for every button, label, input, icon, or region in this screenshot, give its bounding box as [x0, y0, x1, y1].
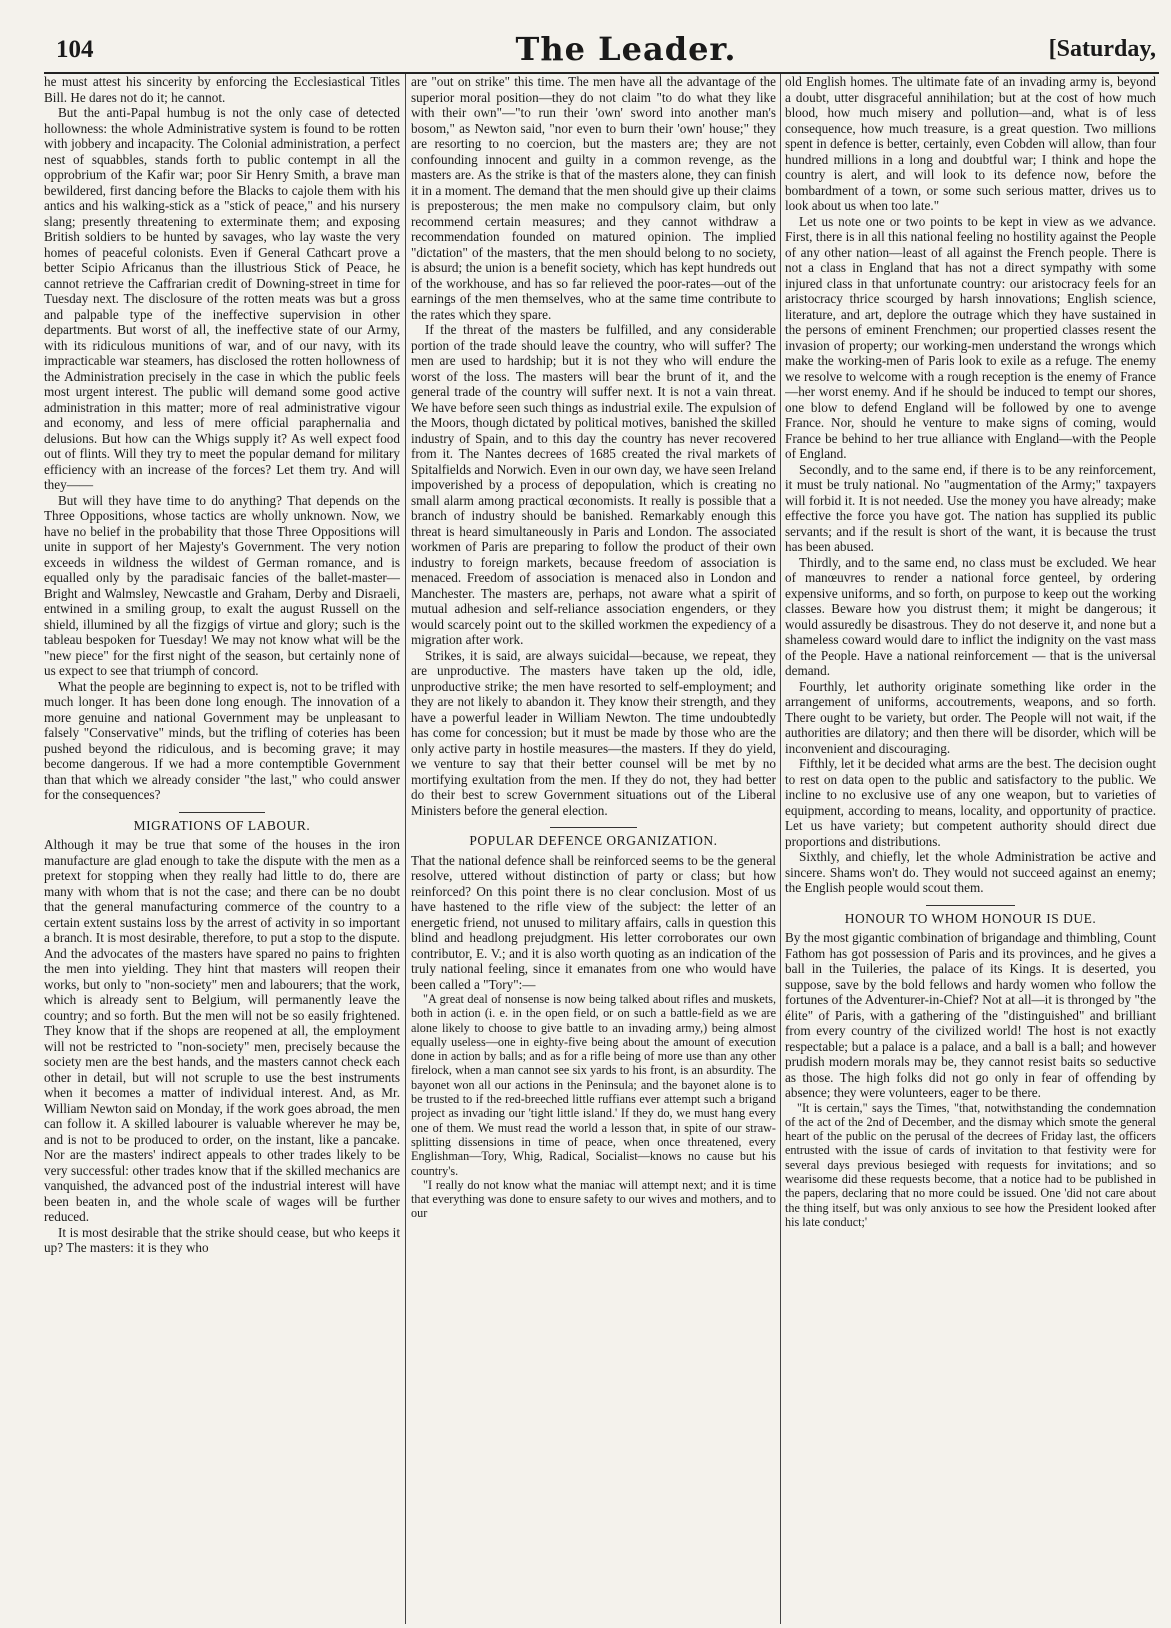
section-heading-honour: HONOUR TO WHOM HONOUR IS DUE.: [785, 905, 1156, 927]
article-paragraph: Although it may be true that some of the houses in the iron manufacture are glad enough to take the dispute with the men as a pretext for stopping when they really had little to do, there are many with whom that is not the case; and there can be no doubt that the general manufacturing commerce of the country to a certain extent sustains loss by the arrest of activity in so important a branch. It is most desirable, therefore, to put a stop to the dispute. And the advocates of the masters have spared no pains to frighten the men into yielding. They hint that masters will reopen their works, but only to "non-society" men and labourers; that the work, which is already sent to Belgium, will permanently leave the country; and so forth. But the men will not be so easily frightened. They know that if the shops are reopened at all, the employment will not be restricted to "non-society" men, precisely because the society men are the best hands, and the masters cannot check each other in detail, but will not scruple to use the best instruments when it becomes a matter of individual interest. And, as Mr. William Newton said on Monday, if the work goes abroad, the men can follow it. A skilled labourer is valuable wherever he may be, and is not to be produced to order, on the instant, like a pancake. Nor are the masters' indirect appeals to other trades likely to be very successful: other trades know that if the skilled mechanics are vanquished, the advanced post of the industrial interest will have been beaten in, and the whole scale of wages will be further reduced.: [44, 837, 400, 1224]
article-paragraph: That the national defence shall be reinforced seems to be the general resolve, uttered without distinction of party or class; but how reinforced? On this point there is no clear conclusion. Most of us have hastened to the rifle view of the subject: the letter of an energetic friend, not unused to military affairs, calls in question this blind and headlong prejudgment. His letter corroborates our own contributor, E. V.; and it is also worth quoting as an indication of the truly national feeling, since it emanates from one who would have been called a "Tory":—: [411, 852, 776, 992]
block-quote: [785, 1101, 1156, 1230]
article-paragraph: Sixthly, and chiefly, let the whole Administration be active and sincere. Shams won't do. They would not succeed against an enemy; the English people would scout them.: [785, 849, 1156, 895]
page-header: [56, 30, 1156, 74]
article-paragraph: If the threat of the masters be fulfilled, and any considerable portion of the trade should leave the country, who will suffer? The men are used to hardship; but it is not they who will endure the worst of the loss. The masters will bear the brunt of it, and the general trade of the country will suffer next. It is not a vain threat. We have before seen such things as industrial exile. The expulsion of the Moors, though dictated by political motives, banished the skilled industry of Spain, and to this day the country has never recovered from it. The Nantes decrees of 1685 created the rival markets of Spitalfields and Norwich. Even in our own day, we have seen Ireland impoverished by a process of depopulation, which is creating no small alarm among practical œconomists. It really is possible that a branch of industry should be banished. Remarkably enough this threat is heard simultaneously in Paris and London. The associated workmen of Paris are preparing to follow the product of their own industry to foreign markets, because freedom of association is menaced. Freedom of association is menaced also in London and Manchester. The masters are, perhaps, not aware what a spirit of mutual adhesion and self-reliance association engenders, or they would scarcely point out to the skilled workmen the expediency of a migration after work.: [411, 322, 776, 647]
page-number: 104: [56, 36, 94, 63]
section-heading-defence: POPULAR DEFENCE ORGANIZATION.: [411, 827, 776, 849]
quote-paragraph: "A great deal of nonsense is now being talked about rifles and muskets, both in action (i. e. in the open field, or on such a battle-field as we are alone likely to choose to give battle to an invading army,) being almost equally useless—one in eighty-five being about the amount of execution done in action by balls; and as for a rifle being of more use than any other firelock, when a man cannot see six yards to his front, is an absurdity. The bayonet won all our actions in the Peninsula; and the bayonet alone is to be trusted to if the red-breeched little ruffians ever attempt such a brigand project as invading our 'tight little island.' If they do, we must hang every one of them. We must read the world a lesson that, in spite of our straw-splitting dissensions in time of peace, when once threatened, every Englishman—Tory, Whig, Radical, Socialist—knows no cause but his country's.: [411, 992, 776, 1178]
article-paragraph: Let us note one or two points to be kept in view as we advance. First, there is in all this national feeling no hostility against the People of any other nation—least of all against the French people. There is not a class in England that has not a direct sympathy with some injured class in that unfortunate country: our aristocracy feels for an aristocracy thrice scourged by harsh innovations; English science, literature, and art, deplore the outrage which they have sustained in the persons of eminent Frenchmen; our propertied classes resent the invasion of property; our working-men understand the wrongs which make the working-men of Paris look to exile as a refuge. The enemy we resolve to welcome with a rough reception is the enemy of France—her worst enemy. And if he should be induced to tempt our shores, one blow to defend England will be followed by one to avenge France. Nor, should he venture to make signs of coming, would France be behind to her true alliance with England—with the People of England.: [785, 213, 1156, 461]
column-1: [44, 74, 400, 1626]
section-heading-migrations: MIGRATIONS OF LABOUR.: [44, 812, 400, 834]
column-divider: [405, 74, 406, 1624]
issue-day: [Saturday,: [1048, 36, 1156, 62]
article-paragraph: Secondly, and to the same end, if there is to be any reinforcement, it must be truly national. No "augmentation of the Army;" taxpayers will forbid it. It is not needed. Use the money you have already; make effective the force you have got. The nation has supplied its public servants; and if the result is short of the want, it is because the trust has been abused.: [785, 461, 1156, 554]
article-paragraph: old English homes. The ultimate fate of an invading army is, beyond a doubt, utter disgraceful annihilation; but at the cost of how much blood, how much misery and pollution—and, what is of less consequence, how much treasure, is a great question. Two millions spent in defence is better, certainly, even Cobden will allow, than four hundred millions in a long and doubtful war; I think and hope the country is alert, and will look to its defence now, before the bombardment of a town, or some such serious matter, drives us to look about us when too late.": [785, 74, 1156, 213]
column-3: [785, 74, 1156, 1626]
article-paragraph: Fifthly, let it be decided what arms are the best. The decision ought to rest on data open to the public and satisfactory to the public. We incline to no exclusive use of any one weapon, but to varieties of equipment, according to means, locality, and opportunity of practice. Let us have variety; but competent authority should direct due proportions and distributions.: [785, 756, 1156, 849]
masthead-title: The Leader.: [515, 30, 737, 68]
article-paragraph: It is most desirable that the strike should cease, but who keeps it up? The masters: it is they who: [44, 1224, 400, 1255]
article-paragraph: he must attest his sincerity by enforcing the Ecclesiastical Titles Bill. He dares not do it; he cannot.: [44, 74, 400, 105]
article-paragraph: What the people are beginning to expect is, not to be trifled with much longer. It has been done long enough. The innovation of a more genuine and national Government may be unpleasant to falsely "Conservative" minds, but the trifling of coteries has been pushed beyond the ridiculous, and is becoming grave; it may become dangerous. If we had a more contemptible Government than that which we already consider "the last," who could answer for the consequences?: [44, 678, 400, 802]
quote-paragraph: "I really do not know what the maniac will attempt next; and it is time that everything was done to ensure safety to our wives and mothers, and to our: [411, 1177, 776, 1221]
quote-paragraph: "It is certain," says the Times, "that, notwithstanding the condemnation of the act of the 2nd of December, and the dismay which smote the general heart of the public on the perusal of the decrees of Friday last, the officers entrusted with the issue of cards of invitation to that festivity were for several days previous besieged with requests for invitations; and so wearisome did these requests become, that a notice had to be published in the papers, declaring that no more could be issued. One 'did not care about the thing itself, but was only anxious to see how the President looked after his late conduct;': [785, 1100, 1156, 1229]
block-quote: [411, 992, 776, 1221]
article-paragraph: are "out on strike" this time. The men have all the advantage of the superior moral position—they do not claim "to do what they like with their own"—"to run their 'own' sword into another man's bosom," as Newton said, "nor even to burn their 'own' house;" they are resorting to no coercion, but the masters are; they are not confounding innocent and guilty in a common revenge, as the masters are. As the strike is that of the masters alone, they can finish it in a moment. The demand that the men should give up their claims is preposterous; the men make no compulsory claim, but only recommend certain measures; and they cannot withdraw a recommendation founded on matured opinion. The implied "dictation" of the masters, that the men should belong to no society, is absurd; the union is a benefit society, which has kept hundreds out of the workhouse, and has so far relieved the poor-rates—out of the earnings of the men themselves, who at the same time contribute to the rates which they spare.: [411, 74, 776, 322]
article-paragraph: But the anti-Papal humbug is not the only case of detected hollowness: the whole Administrative system is found to be rotten with jobbery and incapacity. The Colonial administration, a perfect nest of squabbles, stands forth to public contempt in all the opprobrium of the Kafir war; poor Sir Henry Smith, a brave man bewildered, first dancing before the Blacks to cajole them with his antics and his walking-stick as a "stick of peace," and his nursery slang; presently threatening to exterminate them; and exposing British soldiers to be hunted by savages, who lay waste the very homes of peaceful colonists. Even if General Cathcart prove a better Scipio Africanus than the illustrious Stick of Peace, he cannot retrieve the Caffrarian credit of Downing-street in time for Tuesday next. The disclosure of the rotten meats was but a gross and palpable type of the ineffective supervision in other departments. But worst of all, the ineffective state of our Army, with its ridiculous munitions of war, and of our navy, with its impracticable war steamers, has disclosed the rotten hollowness of the Administration precisely in the case in which the public feels most urgent interest. The public will demand some good active administration in this matter; more of real administrative vigour and economy, and less of mere official paraphernalia and delusions. But how can the Whigs supply it? As well expect food out of flints. Will they try to meet the popular demand for military efficiency with an increase of the forces? Let them try. And will they——: [44, 105, 400, 492]
column-divider: [780, 74, 781, 1624]
article-paragraph: Thirdly, and to the same end, no class must be excluded. We hear of manœuvres to render a national force genteel, by ordering expensive uniforms, and so forth, on purpose to keep out the working classes. Beware how you distrust them; it might be dangerous; it would assuredly be disastrous. They do not deserve it, and none but a shameless coward would dare to inflict the indignity on the vast mass of the People. Have a national reinforcement — that is the universal demand.: [785, 554, 1156, 678]
column-2: [411, 74, 776, 1626]
article-paragraph: But will they have time to do anything? That depends on the Three Oppositions, whose tactics are wholly unknown. Now, we have no belief in the probability that those Three Oppositions will unite in support of her Majesty's Government. The very notion exceeds in wildness the wildest of German romance, and is equalled only by the paradisaic fancies of the ballet-master—Bright and Walmsley, Newcastle and Graham, Derby and Disraeli, entwined in a smiling group, to exalt the august Russell on the shield, illumined by all the fizgigs of virtue and glory; such is the tableau bespoken for Tuesday! We may not know what will be the "new piece" for the first night of the season, but certainly none of us expect to see that triumph of concord.: [44, 492, 400, 678]
article-paragraph: By the most gigantic combination of brigandage and thimbling, Count Fathom has got possession of Paris and its provinces, and he gives a ball in the Tuileries, the palace of its Kings. It is deserted, you suppose, save by the bold fellows and hardy women who follow the fortunes of the Adventurer-in-Chief? Not at all—it is thronged by "the élite" of Paris, with a gathering of the "distinguished" and brilliant from every country of the civilized world! The host is not exactly respectable; but a palace is a palace, and a ball is a ball; and however prudish modern morals may be, they cannot resist baits so seductive as those. The high folks did not go only in fear of offending by absence; they were volunteers, eager to be there.: [785, 930, 1156, 1100]
article-paragraph: Fourthly, let authority originate something like order in the arrangement of uniforms, accoutrements, weapons, and so forth. There ought to be variety, but order. The People will not wait, if the authorities are dilatory; and then there will be disorder, which will be inconvenient and discouraging.: [785, 678, 1156, 756]
article-paragraph: Strikes, it is said, are always suicidal—because, we repeat, they are unproductive. The masters have taken up the old, idle, unproductive strike; the men have resorted to self-employment; and they are not likely to abandon it. They know their strength, and they have a powerful leader in William Newton. The time undoubtedly has come for concession; but it must be made by those who are the only active party in hostile measures—the masters. If they do yield, we venture to say that their better counsel will be met by no mortifying exultation from the men. If they do not, they had better do their best to screw Government situations out of the Liberal Ministers before the general election.: [411, 647, 776, 818]
